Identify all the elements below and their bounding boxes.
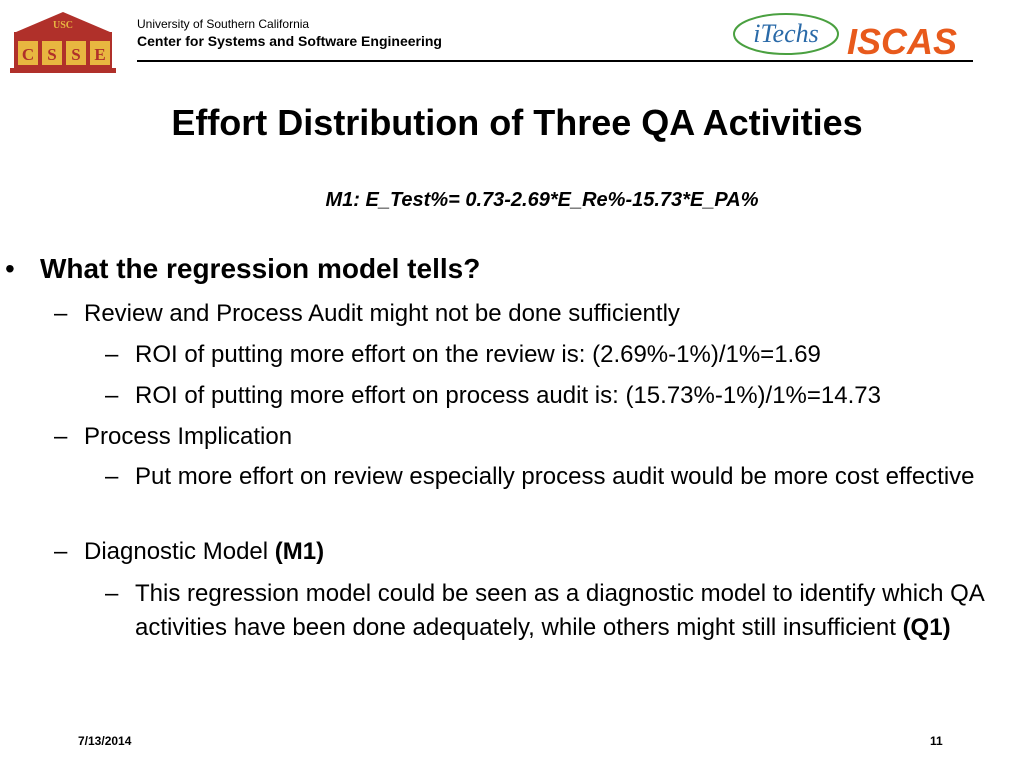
question-reference: (Q1) bbox=[902, 614, 951, 641]
regression-formula: M1: E_Test%= 0.73-2.69*E_Re%-15.73*E_PA% bbox=[325, 189, 759, 211]
bullet-item bbox=[5, 252, 481, 286]
university-name: University of Southern California bbox=[137, 17, 310, 31]
svg-text:S: S bbox=[71, 45, 81, 64]
csse-logo bbox=[8, 10, 118, 74]
sub-bullet-text: Review and Process Audit might not be done sufficiently bbox=[84, 300, 680, 327]
page-number: 11 bbox=[930, 734, 943, 748]
sub-sub-bullet-item bbox=[105, 379, 1024, 413]
svg-text:C: C bbox=[21, 45, 35, 64]
bullet-mark: • bbox=[5, 253, 15, 284]
sub-bullet-item bbox=[54, 535, 1014, 569]
sub-bullet-text: Process Implication bbox=[84, 423, 293, 450]
svg-text:S: S bbox=[47, 45, 57, 64]
svg-text:USC: USC bbox=[52, 20, 74, 31]
sub-sub-bullet-text: ROI of putting more effort on the review is: (2.69%-1%)/1%=1.69 bbox=[135, 341, 821, 368]
organization-block bbox=[137, 16, 442, 51]
dash-mark: – bbox=[105, 580, 119, 607]
dash-mark: – bbox=[105, 341, 119, 368]
dash-mark: – bbox=[54, 538, 68, 565]
svg-text:E: E bbox=[94, 45, 106, 64]
svg-text:ISCAS: ISCAS bbox=[846, 21, 958, 60]
dash-mark: – bbox=[105, 382, 119, 409]
sub-sub-bullet-text: Put more effort on review especially process audit would be more cost effective bbox=[135, 463, 975, 490]
footer-date: 7/13/2014 bbox=[78, 734, 132, 748]
dash-mark: – bbox=[105, 463, 119, 490]
dash-mark: – bbox=[54, 300, 68, 327]
sub-bullet-text: Diagnostic Model bbox=[84, 538, 275, 565]
dash-mark: – bbox=[54, 423, 68, 450]
header-divider bbox=[137, 60, 973, 62]
sub-sub-bullet-item bbox=[105, 460, 1024, 494]
sub-sub-bullet-item bbox=[105, 577, 1024, 645]
sub-sub-bullet-item bbox=[105, 338, 1024, 372]
sub-sub-bullet-text: ROI of putting more effort on process audit is: (15.73%-1%)/1%=14.73 bbox=[135, 382, 881, 409]
itechs-logo bbox=[730, 10, 842, 58]
model-reference: (M1) bbox=[274, 538, 325, 565]
sub-sub-bullet-text: This regression model could be seen as a diagnostic model to identify which QA activities have been done adequately, while others might still insufficient bbox=[135, 580, 984, 641]
center-name: Center for Systems and Software Engineering bbox=[137, 33, 442, 49]
svg-text:iTechs: iTechs bbox=[753, 19, 819, 48]
slide-title: Effort Distribution of Three QA Activities bbox=[171, 102, 863, 143]
sub-bullet-item bbox=[54, 297, 1014, 331]
sub-bullet-item bbox=[54, 420, 1014, 454]
bullet-text: What the regression model tells? bbox=[40, 253, 481, 284]
iscas-logo bbox=[836, 20, 968, 60]
